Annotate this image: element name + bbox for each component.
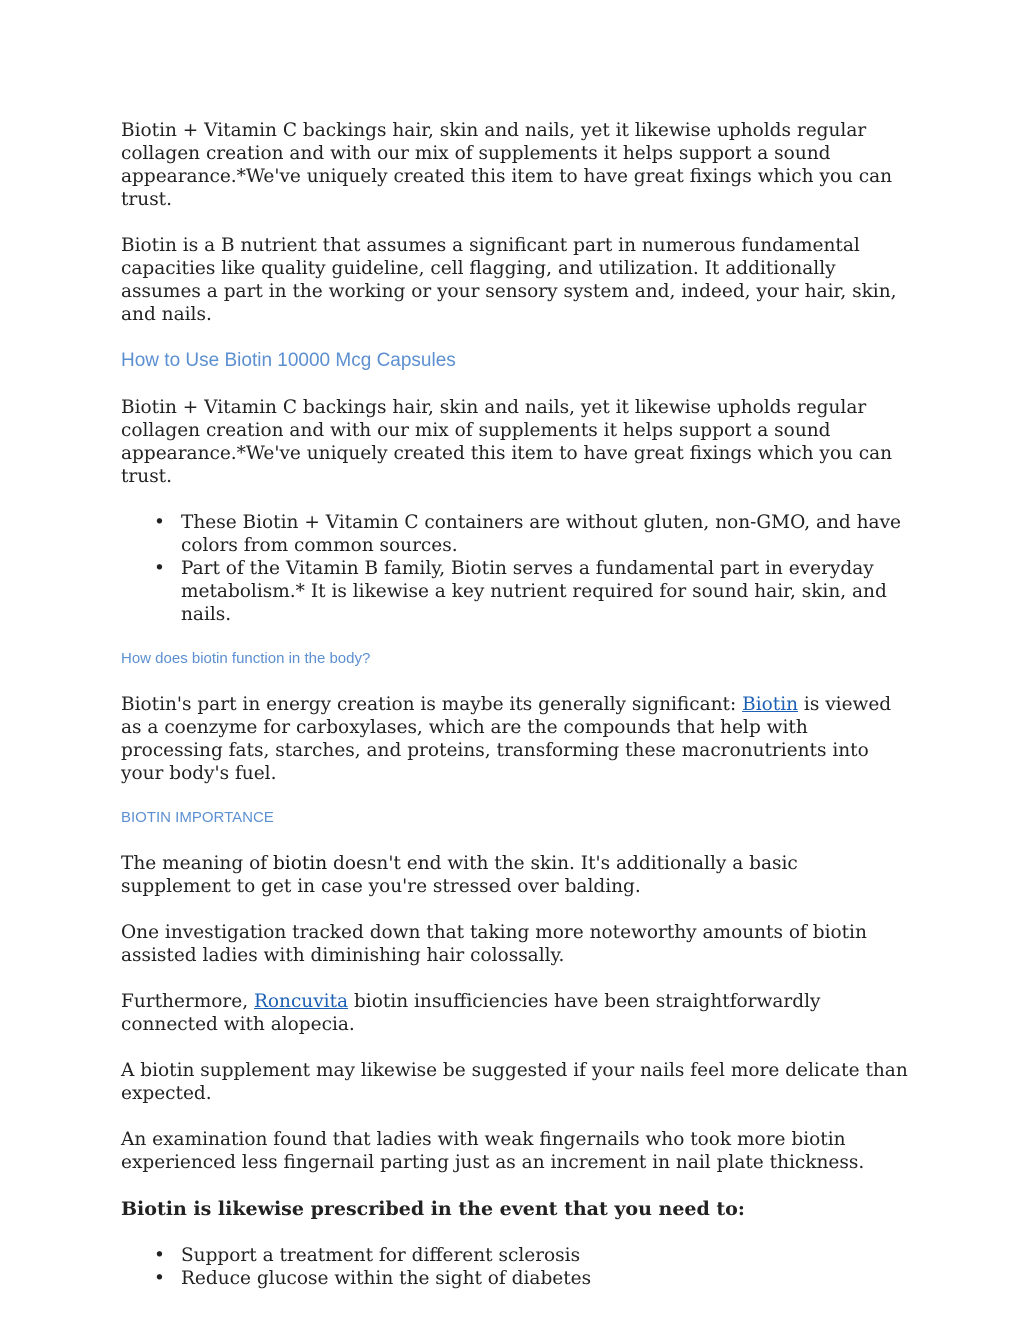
alopecia-text-end: biotin insufficiencies have been straightforwardly connected with alopecia. bbox=[121, 991, 821, 1035]
usage-paragraph: Biotin + Vitamin C backings hair, skin and nails, yet it likewise upholds regular collagen creation and with our mix of supplements it helps support a sound appearance.*We've uniquely created this item to have great fixings which you can trust. bbox=[121, 397, 893, 487]
list-item: • Part of the Vitamin B family, Biotin serves a fundamental part in everyday metabolism.* It is likewise a key nutrient required for sound hair, skin, and nails. bbox=[181, 557, 911, 626]
list-item: • These Biotin + Vitamin C containers are without gluten, non-GMO, and have colors from common sources. bbox=[181, 511, 911, 557]
energy-paragraph bbox=[121, 693, 911, 785]
biotin-word: biotin bbox=[272, 853, 328, 874]
document-page bbox=[121, 119, 911, 1313]
meaning-text-end: doesn't end with the skin. It's additionally a basic supplement to get in case you're stressed over balding. bbox=[121, 853, 798, 897]
roncuvita-link[interactable]: Roncuvita bbox=[253, 991, 349, 1012]
heading-biotin-importance: BIOTIN IMPORTANCE bbox=[121, 809, 274, 826]
heading-how-to-use: How to Use Biotin 10000 Mcg Capsules bbox=[121, 350, 456, 371]
list-item: • Reduce glucose within the sight of diabetes bbox=[181, 1267, 911, 1290]
list-item: • Support a treatment for different sclerosis bbox=[181, 1244, 911, 1267]
investigation-paragraph: One investigation tracked down that taking more noteworthy amounts of biotin assisted ladies with diminishing hair colossally. bbox=[121, 922, 867, 966]
examination-paragraph: An examination found that ladies with weak fingernails who took more biotin experienced less fingernail parting just as an increment in nail plate thickness. bbox=[121, 1129, 865, 1173]
heading-prescribed: Biotin is likewise prescribed in the event that you need to: bbox=[121, 1198, 745, 1220]
intro-paragraph: Biotin + Vitamin C backings hair, skin and nails, yet it likewise upholds regular collagen creation and with our mix of supplements it helps support a sound appearance.*We've uniquely created this item to have great fixings which you can trust. bbox=[121, 120, 893, 210]
meaning-paragraph bbox=[121, 852, 911, 898]
alopecia-paragraph bbox=[121, 990, 911, 1036]
meaning-text-start: The meaning of bbox=[121, 853, 273, 874]
alopecia-text-start: Furthermore, bbox=[121, 991, 254, 1012]
biotin-link[interactable]: Biotin bbox=[742, 694, 799, 715]
prescribed-list bbox=[121, 1244, 911, 1290]
energy-text-end: is viewed as a coenzyme for carboxylases, which are the compounds that help with processing fats, starches, and proteins, transforming these macronutrients into your body's fuel. bbox=[121, 694, 892, 784]
energy-text-start: Biotin's part in energy creation is maybe its generally significant: bbox=[121, 694, 743, 715]
heading-how-biotin-functions: How does biotin function in the body? bbox=[121, 650, 371, 667]
nails-paragraph: A biotin supplement may likewise be suggested if your nails feel more delicate than expected. bbox=[121, 1060, 908, 1104]
benefits-list bbox=[121, 511, 911, 626]
biotin-nutrient-paragraph: Biotin is a B nutrient that assumes a significant part in numerous fundamental capacities like quality guideline, cell flagging, and utilization. It additionally assumes a part in the working or your sensory system and, indeed, your hair, skin, and nails. bbox=[121, 235, 897, 325]
